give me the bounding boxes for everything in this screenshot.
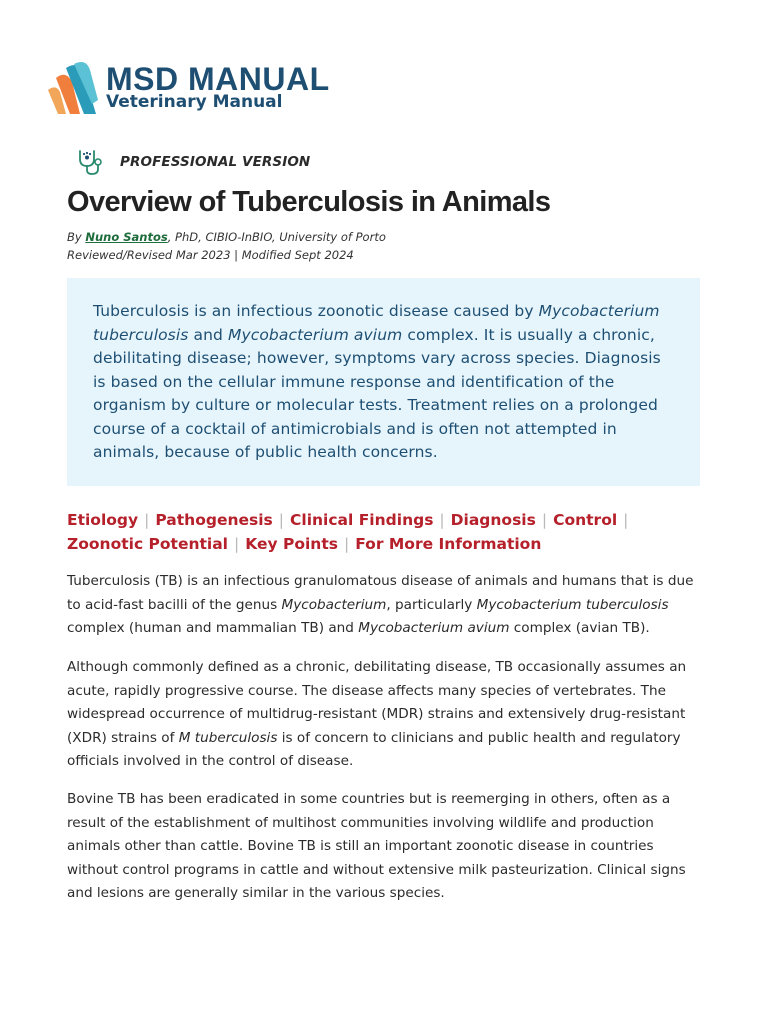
toc-separator: | xyxy=(278,511,285,529)
toc-separator: | xyxy=(144,511,150,529)
author-credentials: , PhD, CIBIO-InBIO, University of Porto xyxy=(167,230,386,244)
summary-text: complex. It is usually a chronic, debilitating disease; however, symptoms vary across species. Diagnosis is based on the cellular immune response and identification of the organism by culture or molecular tests. Treatment relies on a prolonged course of a cocktail of antimicrobials and is often not attempted in animals, because of public health concerns. xyxy=(93,325,661,461)
author-line xyxy=(67,228,386,246)
msd-manual-logo[interactable] xyxy=(46,60,330,116)
toc-separator: | xyxy=(541,511,548,529)
professional-version-label: PROFESSIONAL VERSION xyxy=(120,154,311,170)
summary-text: and xyxy=(188,325,228,344)
paragraph-text: Tuberculosis (TB) is an infectious granulomatous disease of animals and humans that is due to acid-fast bacilli of the genus xyxy=(67,573,694,613)
toc-separator: | xyxy=(234,535,240,553)
toc-link-control[interactable]: Control xyxy=(553,511,618,529)
summary-species-italic: Mycobacterium tuberculosis xyxy=(93,302,660,344)
paragraph-text: complex (avian TB). xyxy=(509,620,650,636)
toc-link-etiology[interactable]: Etiology xyxy=(67,511,139,529)
toc-link-pathogenesis[interactable]: Pathogenesis xyxy=(155,511,273,529)
paragraph-text: , particularly xyxy=(386,596,477,613)
toc-separator: | xyxy=(623,511,629,529)
section-navigation xyxy=(67,508,707,556)
genus-italic: Mycobacterium xyxy=(281,596,387,613)
page-title: Overview of Tuberculosis in Animals xyxy=(67,186,551,218)
byline-prefix: By xyxy=(67,230,82,244)
byline xyxy=(67,228,386,264)
author-link[interactable]: Nuno Santos xyxy=(85,230,168,244)
msd-logo-icon xyxy=(46,60,100,116)
version-indicator xyxy=(76,148,310,176)
logo-title: MSD MANUAL xyxy=(106,61,330,97)
paragraph-text: complex (human and mammalian TB) and xyxy=(67,620,359,636)
toc-link-zoonotic-potential[interactable]: Zoonotic Potential xyxy=(67,535,228,553)
summary-species-italic: Mycobacterium avium xyxy=(227,325,403,344)
paragraph-bovine-tb: Bovine TB has been eradicated in some countries but is reemerging in others, often as a result of the establishment of multihost communities involving wildlife and production animals other than cattle. Bovine TB is still an important zoonotic disease in countries without control programs in cattle and without extensive milk pasteurization. Clinical signs and lesions are generally similar in the various species. xyxy=(67,791,686,901)
paragraph-intro xyxy=(67,570,707,641)
paragraph-text: Although commonly defined as a chronic, debilitating disease, TB occasionally assumes an acute, rapidly progressive course. The disease affects many species of vertebrates. The widespread occurrence of multidrug-resistant (MDR) strains and extensively drug-resistant (XDR) strains of xyxy=(67,659,687,746)
paragraph-course xyxy=(67,656,707,774)
toc-link-clinical-findings[interactable]: Clinical Findings xyxy=(290,511,434,529)
summary-box xyxy=(67,278,700,486)
toc-link-more-information[interactable]: For More Information xyxy=(355,535,542,553)
toc-link-diagnosis[interactable]: Diagnosis xyxy=(450,511,536,529)
toc-separator: | xyxy=(439,511,445,529)
stethoscope-paw-icon xyxy=(76,148,106,176)
logo-subtitle: Veterinary Manual xyxy=(106,92,283,112)
toc-separator: | xyxy=(343,535,350,553)
species-italic: Mycobacterium avium xyxy=(358,620,510,636)
review-date-line: Reviewed/Revised Mar 2023 | Modified Sept 2024 xyxy=(67,248,354,262)
summary-text: Tuberculosis is an infectious zoonotic disease caused by xyxy=(93,302,539,320)
species-italic: Mycobacterium tuberculosis xyxy=(476,596,669,613)
paragraph-text: is of concern to clinicians and public health and regulatory officials involved in the control of disease. xyxy=(67,729,681,769)
species-italic: M tuberculosis xyxy=(178,729,278,746)
toc-link-key-points[interactable]: Key Points xyxy=(245,535,338,553)
